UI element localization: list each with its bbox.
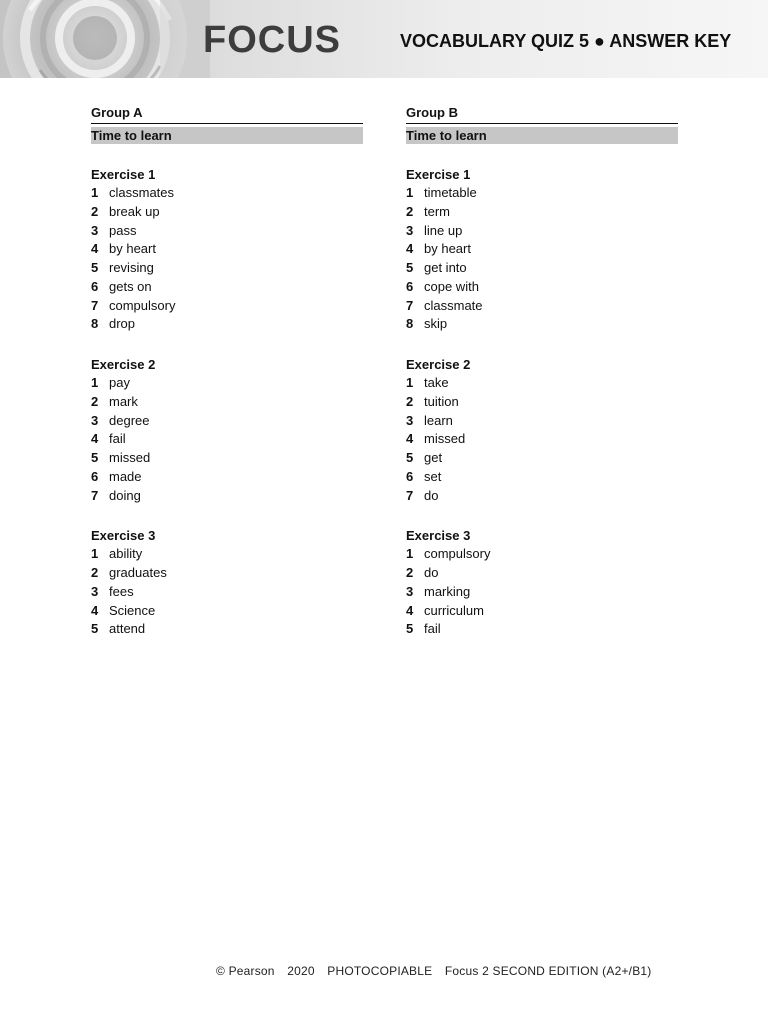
answer-text: mark (109, 393, 138, 409)
answer-number: 1 (91, 185, 99, 200)
answer-number: 6 (91, 278, 99, 294)
answer-number: 5 (91, 260, 99, 275)
edition-text: Focus 2 SECOND EDITION (A2+/B1) (444, 964, 652, 978)
answer-row (406, 620, 678, 639)
answer-row (91, 297, 363, 316)
answer-text: missed (109, 450, 151, 465)
answer-row (91, 430, 363, 449)
answer-text: cope with (424, 278, 479, 294)
answer-text: made (109, 468, 142, 484)
group-b-column (406, 104, 678, 639)
answer-row (91, 240, 363, 259)
answer-number: 3 (406, 583, 414, 599)
answer-text: timetable (424, 185, 477, 200)
answer-number: 2 (406, 565, 414, 580)
group-a-section-bar: Time to learn (91, 127, 363, 144)
answer-row (406, 430, 678, 449)
answer-number: 6 (406, 278, 414, 294)
answer-text: skip (424, 316, 448, 332)
focus-logo: FOCUS (203, 19, 341, 61)
photocopiable-text: PHOTOCOPIABLE (327, 964, 433, 978)
group-a-column (91, 104, 363, 639)
answer-row (406, 259, 678, 278)
answer-row (406, 468, 678, 487)
answer-row (406, 412, 678, 431)
answer-row (91, 583, 363, 602)
answer-number: 3 (406, 222, 414, 238)
answer-text: get (424, 450, 443, 465)
answer-row (406, 564, 678, 583)
answer-number: 4 (406, 602, 414, 618)
answer-row (406, 487, 678, 506)
answer-text: get into (424, 260, 467, 275)
answer-text: gets on (109, 278, 152, 294)
answer-row (406, 315, 678, 334)
answer-text: fail (424, 621, 441, 637)
answer-text: break up (109, 203, 160, 219)
answer-row (406, 297, 678, 316)
answer-text: classmates (109, 185, 175, 200)
answer-number: 5 (91, 450, 99, 465)
answer-number: 1 (406, 546, 414, 562)
answer-number: 4 (91, 602, 99, 618)
answer-row (91, 203, 363, 222)
answer-text: ability (109, 546, 143, 562)
answer-row (91, 184, 363, 203)
exercise-title: Exercise 1 (91, 167, 156, 182)
group-b-exercise-1 (406, 165, 678, 334)
answer-text: line up (424, 222, 463, 238)
group-b-label: Group B (406, 104, 678, 124)
answer-number: 2 (406, 203, 414, 219)
group-b-exercise-3 (406, 526, 678, 639)
copyright-text: © Pearson (216, 964, 275, 978)
answer-number: 7 (91, 297, 99, 313)
answer-row (91, 564, 363, 583)
answer-text: fail (109, 431, 126, 447)
answer-row (91, 278, 363, 297)
page-title: VOCABULARY QUIZ 5 ● ANSWER KEY (400, 31, 732, 51)
answer-text: curriculum (424, 602, 484, 618)
answer-row (91, 449, 363, 468)
answer-number: 3 (406, 412, 414, 428)
exercise-title: Exercise 2 (91, 357, 156, 372)
answer-number: 7 (406, 487, 414, 503)
answer-row (406, 203, 678, 222)
answer-text: graduates (109, 565, 167, 580)
answer-text: drop (109, 316, 136, 332)
group-a-exercise-1 (91, 165, 363, 334)
answer-row (406, 602, 678, 621)
answer-number: 3 (91, 583, 99, 599)
answer-text: term (424, 203, 450, 219)
answer-row (91, 602, 363, 621)
circular-swirl-graphic (0, 0, 210, 78)
answer-text: take (424, 375, 449, 390)
answer-number: 8 (406, 316, 414, 332)
answer-row (406, 184, 678, 203)
group-b-exercise-2 (406, 355, 678, 505)
answer-row (91, 620, 363, 639)
answer-number: 6 (406, 468, 414, 484)
answer-text: Science (109, 602, 156, 618)
exercise-title: Exercise 1 (406, 167, 471, 182)
answer-number: 5 (91, 621, 99, 637)
answer-row (91, 487, 363, 506)
answer-row (406, 393, 678, 412)
answer-number: 5 (406, 260, 414, 275)
answer-text: pay (109, 375, 130, 390)
exercise-title: Exercise 3 (91, 528, 156, 544)
answer-row (91, 222, 363, 241)
exercise-title: Exercise 3 (406, 528, 471, 544)
group-b-section-bar: Time to learn (406, 127, 678, 144)
answer-row (91, 545, 363, 564)
page-footer (216, 964, 660, 978)
answer-row (91, 259, 363, 278)
answer-number: 4 (406, 431, 414, 447)
answer-number: 7 (91, 487, 99, 503)
answer-number: 3 (91, 412, 99, 428)
answer-text: learn (424, 412, 453, 428)
answer-number: 2 (91, 565, 99, 580)
answer-text: do (424, 487, 439, 503)
answer-text: compulsory (424, 546, 491, 562)
answer-number: 2 (91, 203, 99, 219)
answer-text: do (424, 565, 439, 580)
answer-text: by heart (424, 241, 471, 257)
answer-number: 4 (406, 241, 414, 257)
answer-number: 7 (406, 297, 414, 313)
answer-number: 1 (406, 185, 414, 200)
answer-number: 4 (91, 431, 99, 447)
answer-text: attend (109, 621, 146, 637)
answer-number: 4 (91, 241, 99, 257)
answer-number: 8 (91, 316, 99, 332)
answer-text: revising (109, 260, 154, 275)
answer-number: 6 (91, 468, 99, 484)
answer-text: doing (109, 487, 141, 503)
answer-number: 1 (91, 546, 99, 562)
answer-text: degree (109, 412, 150, 428)
answer-text: marking (424, 583, 471, 599)
answer-row (406, 278, 678, 297)
exercise-title: Exercise 2 (406, 357, 471, 372)
answer-text: compulsory (109, 297, 176, 313)
year-text: 2020 (287, 964, 315, 978)
answer-row (406, 240, 678, 259)
answer-row (91, 393, 363, 412)
answer-text: set (424, 468, 442, 484)
answer-text: missed (424, 431, 466, 447)
answer-row (91, 412, 363, 431)
page-header (0, 0, 768, 78)
answer-number: 5 (406, 621, 414, 637)
group-a-exercise-3 (91, 526, 363, 639)
answer-row (406, 583, 678, 602)
answer-row (91, 315, 363, 334)
answer-row (91, 374, 363, 393)
answer-number: 1 (91, 375, 99, 390)
answer-number: 5 (406, 450, 414, 465)
answer-row (406, 449, 678, 468)
answer-row (406, 545, 678, 564)
answer-row (406, 222, 678, 241)
answer-text: classmate (424, 297, 483, 313)
answer-number: 3 (91, 222, 99, 238)
answer-text: by heart (109, 241, 156, 257)
answer-text: fees (109, 583, 134, 599)
answer-number: 2 (91, 393, 99, 409)
answer-number: 2 (406, 393, 414, 409)
answer-text: pass (109, 222, 137, 238)
answer-number: 1 (406, 375, 414, 390)
group-a-label: Group A (91, 104, 363, 124)
answer-text: tuition (424, 393, 459, 409)
answer-row (406, 374, 678, 393)
group-a-exercise-2 (91, 355, 363, 505)
answer-row (91, 468, 363, 487)
